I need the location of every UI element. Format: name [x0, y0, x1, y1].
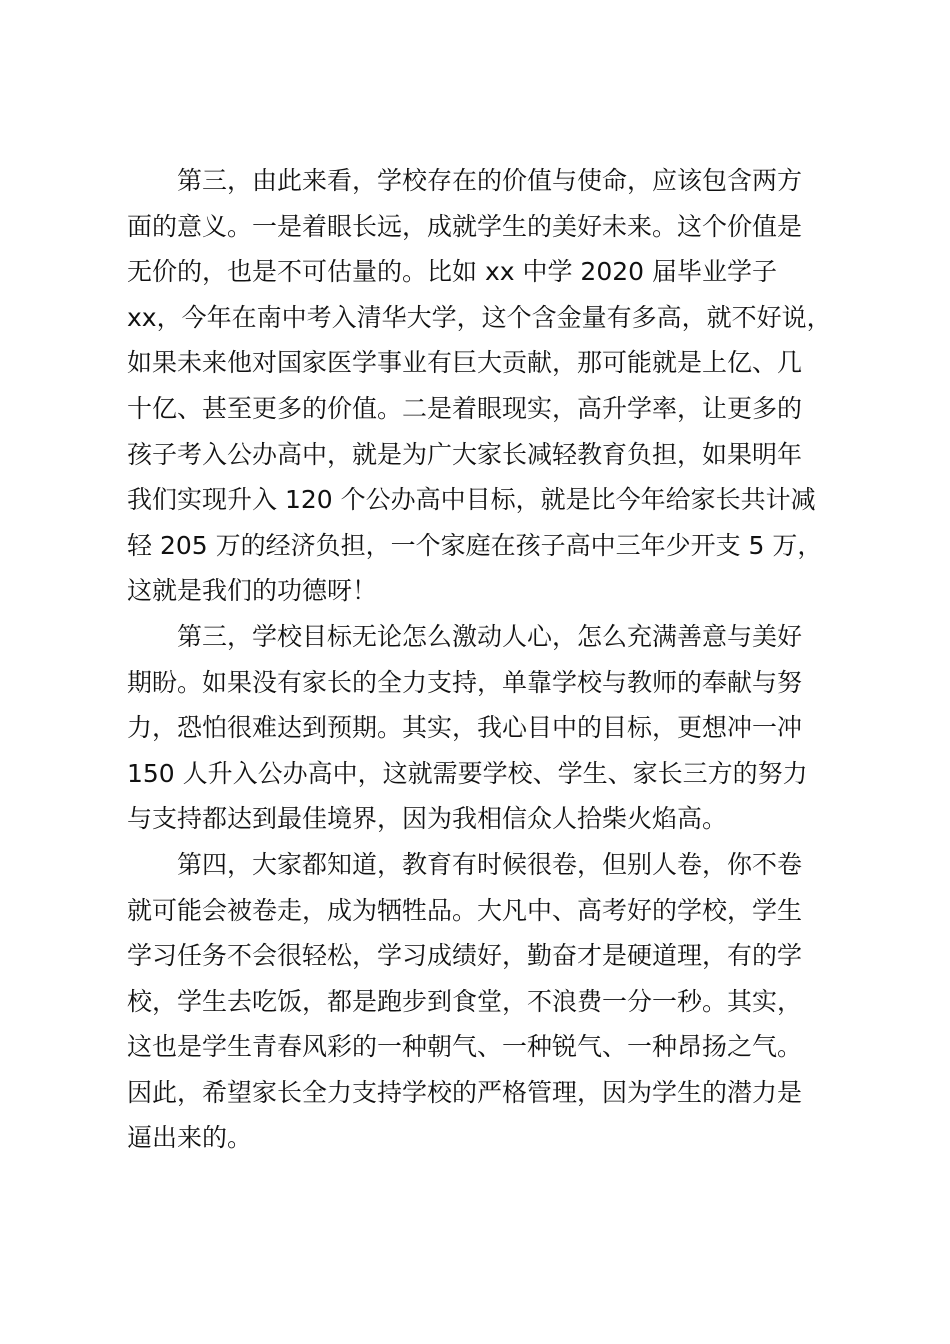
paragraph-line: 轻 205 万的经济负担，一个家庭在孩子高中三年少开支 5 万， [127, 530, 823, 560]
paragraph-line: 就可能会被卷走，成为牺牲品。大凡中、高考好的学校，学生 [127, 895, 803, 925]
paragraph-line: 期盼。如果没有家长的全力支持，单靠学校与教师的奉献与努 [127, 667, 803, 697]
paragraph-line: 逼出来的。 [127, 1123, 253, 1153]
paragraph-fourth-competition [127, 842, 837, 1161]
document-body [127, 158, 837, 1161]
paragraph-line: xx，今年在南中考入清华大学，这个含金量有多高，就不好说， [127, 302, 832, 332]
paragraph-line: 这就是我们的功德呀！ [127, 576, 378, 606]
paragraph-line: 第三，学校目标无论怎么激动人心，怎么充满善意与美好 [177, 621, 803, 651]
paragraph-line: 因此，希望家长全力支持学校的严格管理，因为学生的潜力是 [127, 1077, 803, 1107]
paragraph-line: 无价的，也是不可估量的。比如 xx 中学 2020 届毕业学子 [127, 257, 778, 287]
paragraph-line: 学习任务不会很轻松，学习成绩好，勤奋才是硬道理，有的学 [127, 941, 803, 971]
paragraph-line: 第三，由此来看，学校存在的价值与使命，应该包含两方 [177, 166, 803, 195]
paragraph-line: 力，恐怕很难达到预期。其实，我心目中的目标，更想冲一冲 [127, 713, 803, 743]
paragraph-third-school-goals [127, 614, 837, 842]
paragraph-line: 与支持都达到最佳境界，因为我相信众人拾柴火焰高。 [127, 804, 728, 834]
paragraph-line: 第四，大家都知道，教育有时候很卷，但别人卷，你不卷 [177, 849, 803, 879]
paragraph-line: 孩子考入公办高中，就是为广大家长减轻教育负担，如果明年 [127, 439, 803, 469]
paragraph-line: 150 人升入公办高中，这就需要学校、学生、家长三方的努力 [127, 758, 808, 788]
paragraph-line: 十亿、甚至更多的价值。二是着眼现实，高升学率，让更多的 [127, 393, 803, 423]
paragraph-line: 如果未来他对国家医学事业有巨大贡献，那可能就是上亿、几 [127, 348, 803, 378]
paragraph-line: 校，学生去吃饭，都是跑步到食堂，不浪费一分一秒。其实， [127, 986, 803, 1016]
paragraph-line: 这也是学生青春风彩的一种朝气、一种锐气、一种昂扬之气。 [127, 1032, 803, 1062]
paragraph-third-value-mission [127, 158, 837, 614]
paragraph-line: 我们实现升入 120 个公办高中目标，就是比今年给家长共计减 [127, 485, 816, 515]
paragraph-line: 面的意义。一是着眼长远，成就学生的美好未来。这个价值是 [127, 211, 803, 241]
